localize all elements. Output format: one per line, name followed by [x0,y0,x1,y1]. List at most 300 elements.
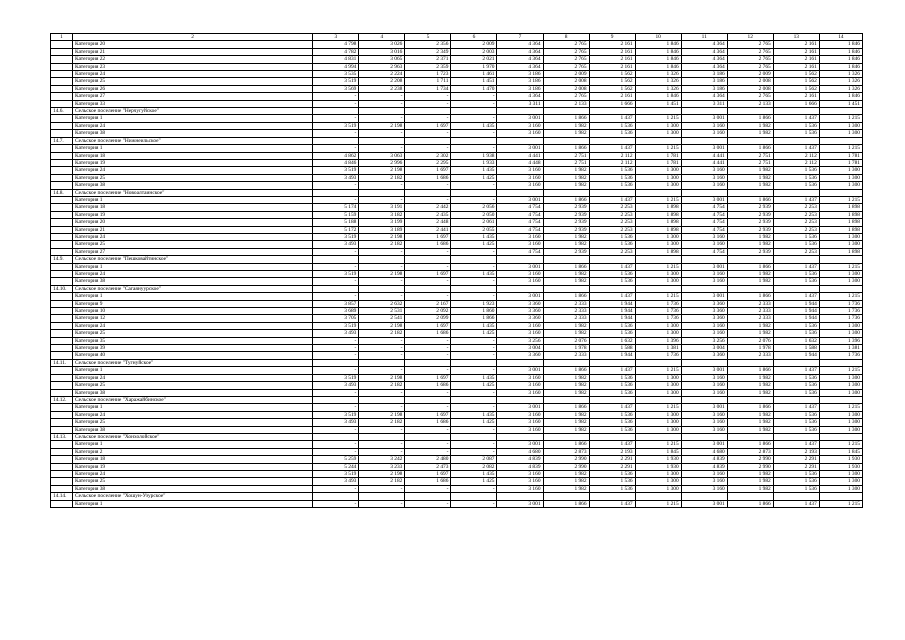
empty-cell [405,359,451,366]
table-row [51,470,863,477]
value-cell-col-10: 1 215 [635,367,681,374]
value-cell-col-10: 1 300 [635,271,681,278]
value-cell-col-14: 1 898 [819,211,862,218]
value-cell-col-6: - [451,248,497,255]
value-cell-col-5: 2 435 [405,211,451,218]
value-cell-col-13: 1 437 [773,196,819,203]
value-cell-col-3: 3 857 [313,300,359,307]
value-cell-col-14: 1 300 [819,470,862,477]
category-name: Категория 40 [73,352,313,359]
value-cell-col-13: 1 536 [773,233,819,240]
value-cell-col-4: - [359,182,405,189]
section-row [51,396,863,403]
category-name: Категория 10 [73,308,313,315]
value-cell-col-12: 1 866 [727,500,773,507]
value-cell-col-5: - [405,389,451,396]
value-cell-col-10: 1 736 [635,352,681,359]
value-cell-col-9: 2 253 [589,204,635,211]
value-cell-col-8: 2 939 [543,219,589,226]
value-cell-col-10: 1 846 [635,93,681,100]
row-number-cell [51,345,73,352]
value-cell-col-6: 1 425 [451,330,497,337]
value-cell-col-13: 1 944 [773,352,819,359]
value-cell-col-11: 4 754 [681,248,727,255]
category-name: Категория 24 [73,233,313,240]
value-cell-col-3: 4 862 [313,152,359,159]
empty-cell [497,433,543,440]
value-cell-col-12: 1 866 [727,263,773,270]
value-cell-col-4: - [359,145,405,152]
value-cell-col-7: 3 001 [497,115,543,122]
value-cell-col-13: 2 291 [773,456,819,463]
value-cell-col-9: 1 536 [589,167,635,174]
empty-cell [313,285,359,292]
value-cell-col-12: 2 990 [727,456,773,463]
value-cell-col-4: 2 224 [359,71,405,78]
header-cell-10: 10 [635,34,681,41]
value-cell-col-7: 4 364 [497,41,543,48]
table-row [51,93,863,100]
section-number: 14.6. [51,108,73,115]
header-cell-5: 5 [405,34,451,41]
value-cell-col-12: 2 765 [727,48,773,55]
value-cell-col-11: 4 839 [681,456,727,463]
value-cell-col-4: 2 182 [359,330,405,337]
value-cell-col-6: 1 470 [451,85,497,92]
value-cell-col-7: 3 001 [497,293,543,300]
empty-cell [635,108,681,115]
row-number-cell [51,315,73,322]
value-cell-col-6: 1 938 [451,152,497,159]
value-cell-col-9: 2 253 [589,226,635,233]
empty-cell [313,189,359,196]
value-cell-col-12: 1 982 [727,241,773,248]
value-cell-col-4: 2 182 [359,419,405,426]
table-row [51,174,863,181]
value-cell-col-13: 1 437 [773,367,819,374]
value-cell-col-10: 1 381 [635,345,681,352]
value-cell-col-13: 2 193 [773,448,819,455]
value-cell-col-13: 2 112 [773,152,819,159]
value-cell-col-6: - [451,263,497,270]
category-name: Категория 20 [73,219,313,226]
row-number-cell [51,293,73,300]
value-cell-col-10: 1 300 [635,330,681,337]
category-name: Категория 25 [73,419,313,426]
value-cell-col-5: 2 092 [405,308,451,315]
value-cell-col-14: 1 215 [819,196,862,203]
value-cell-col-12: 1 982 [727,478,773,485]
value-cell-col-9: 1 536 [589,241,635,248]
value-cell-col-9: 1 437 [589,196,635,203]
empty-cell [727,493,773,500]
value-cell-col-6: 1 461 [451,71,497,78]
table-row [51,315,863,322]
value-cell-col-3: 3 519 [313,470,359,477]
empty-cell [497,189,543,196]
table-header-row [51,34,863,41]
row-number-cell [51,382,73,389]
value-cell-col-9: 1 437 [589,293,635,300]
category-name: Категория 1 [73,293,313,300]
row-number-cell [51,115,73,122]
value-cell-col-12: 1 866 [727,367,773,374]
empty-cell [819,189,862,196]
row-number-cell [51,48,73,55]
section-title: Сельское поселение "Хошун-Узурское" [73,493,313,500]
value-cell-col-5: 2 441 [405,226,451,233]
table-row [51,241,863,248]
value-cell-col-13: 1 562 [773,85,819,92]
value-cell-col-13: 1 536 [773,470,819,477]
value-cell-col-14: 1 736 [819,308,862,315]
empty-cell [543,396,589,403]
value-cell-col-11: 4 364 [681,63,727,70]
category-name: Категория 1 [73,441,313,448]
value-cell-col-8: 2 765 [543,41,589,48]
empty-cell [359,493,405,500]
value-cell-col-12: 2 008 [727,85,773,92]
empty-cell [405,285,451,292]
value-cell-col-8: 1 982 [543,419,589,426]
value-cell-col-3: 5 159 [313,211,359,218]
value-cell-col-12: 2 008 [727,78,773,85]
row-number-cell [51,263,73,270]
value-cell-col-11: 3 160 [681,174,727,181]
value-cell-col-8: 1 982 [543,233,589,240]
table-row [51,48,863,55]
value-cell-col-11: 3 160 [681,271,727,278]
value-cell-col-12: 1 982 [727,233,773,240]
header-cell-11: 11 [681,34,727,41]
category-name: Категория 19 [73,463,313,470]
category-name: Категория 38 [73,389,313,396]
value-cell-col-8: 1 982 [543,130,589,137]
value-cell-col-10: 1 215 [635,263,681,270]
value-cell-col-7: 3 160 [497,485,543,492]
row-number-cell [51,41,73,48]
value-cell-col-14: 1 300 [819,382,862,389]
table-row [51,204,863,211]
row-number-cell [51,271,73,278]
table-row [51,448,863,455]
value-cell-col-4: - [359,115,405,122]
value-cell-col-6: 1 425 [451,174,497,181]
row-number-cell [51,226,73,233]
empty-cell [451,108,497,115]
value-cell-col-11: 3 160 [681,382,727,389]
table-row [51,441,863,448]
category-name: Категория 23 [73,63,313,70]
value-cell-col-8: 1 982 [543,478,589,485]
value-cell-col-6: 1 933 [451,159,497,166]
value-cell-col-4: - [359,248,405,255]
value-cell-col-6: - [451,389,497,396]
empty-cell [543,108,589,115]
value-cell-col-6: 1 866 [451,315,497,322]
value-cell-col-9: 1 944 [589,315,635,322]
value-cell-col-4: - [359,404,405,411]
value-cell-col-4: 2 198 [359,470,405,477]
value-cell-col-3: - [313,448,359,455]
value-cell-col-14: 1 898 [819,248,862,255]
value-cell-col-3: - [313,426,359,433]
value-cell-col-7: 3 160 [497,478,543,485]
category-name: Категория 18 [73,152,313,159]
value-cell-col-7: 4 364 [497,93,543,100]
value-cell-col-8: 2 333 [543,352,589,359]
value-cell-col-9: 2 291 [589,463,635,470]
value-cell-col-4: 3 242 [359,456,405,463]
value-cell-col-4: 2 198 [359,167,405,174]
header-cell-4: 4 [359,34,405,41]
section-number: 14.10. [51,285,73,292]
value-cell-col-7: 4 364 [497,63,543,70]
value-cell-col-11: 3 160 [681,241,727,248]
empty-cell [543,285,589,292]
value-cell-col-3: - [313,293,359,300]
value-cell-col-13: 1 588 [773,345,819,352]
empty-cell [681,285,727,292]
table-row [51,182,863,189]
empty-cell [819,108,862,115]
empty-cell [451,137,497,144]
value-cell-col-10: 1 215 [635,293,681,300]
category-name: Категория 24 [73,470,313,477]
value-cell-col-6: 1 425 [451,478,497,485]
empty-cell [773,256,819,263]
empty-cell [589,285,635,292]
value-cell-col-11: 3 160 [681,233,727,240]
value-cell-col-14: 1 846 [819,48,862,55]
value-cell-col-6: 1 435 [451,411,497,418]
empty-cell [819,256,862,263]
section-row [51,493,863,500]
value-cell-col-10: 1 736 [635,308,681,315]
value-cell-col-13: 1 536 [773,182,819,189]
value-cell-col-11: 3 160 [681,389,727,396]
value-cell-col-4: 2 531 [359,308,405,315]
value-cell-col-3: 3 519 [313,122,359,129]
value-cell-col-8: 1 982 [543,278,589,285]
category-name: Категория 38 [73,485,313,492]
value-cell-col-12: 1 978 [727,345,773,352]
row-number-cell [51,308,73,315]
empty-cell [359,256,405,263]
value-cell-col-6: - [451,337,497,344]
value-cell-col-6: - [451,145,497,152]
value-cell-col-7: 3 160 [497,411,543,418]
row-number-cell [51,211,73,218]
value-cell-col-11: 3 001 [681,196,727,203]
table-row [51,337,863,344]
value-cell-col-10: 1 300 [635,411,681,418]
value-cell-col-9: 1 632 [589,337,635,344]
value-cell-col-9: 1 437 [589,367,635,374]
value-cell-col-9: 1 562 [589,78,635,85]
value-cell-col-10: 1 300 [635,389,681,396]
section-title: Сельское поселение "Новоалтаинское" [73,189,313,196]
table-row [51,478,863,485]
row-number-cell [51,404,73,411]
value-cell-col-9: 1 536 [589,233,635,240]
value-cell-col-13: 1 437 [773,115,819,122]
value-cell-col-3: - [313,115,359,122]
empty-cell [635,256,681,263]
value-cell-col-7: 3 160 [497,470,543,477]
value-cell-col-4: - [359,130,405,137]
value-cell-col-7: 4 839 [497,456,543,463]
value-cell-col-4: - [359,100,405,107]
value-cell-col-8: 1 866 [543,115,589,122]
empty-cell [543,189,589,196]
value-cell-col-3: - [313,100,359,107]
value-cell-col-7: 3 160 [497,182,543,189]
value-cell-col-5: - [405,337,451,344]
value-cell-col-9: 2 291 [589,456,635,463]
value-cell-col-4: 2 238 [359,85,405,92]
value-cell-col-5: - [405,293,451,300]
row-number-cell [51,196,73,203]
value-cell-col-14: 1 215 [819,367,862,374]
value-cell-col-14: 1 846 [819,56,862,63]
category-name: Категория 24 [73,411,313,418]
empty-cell [773,189,819,196]
value-cell-col-3: 4 782 [313,48,359,55]
value-cell-col-7: 4 754 [497,248,543,255]
value-cell-col-14: 1 300 [819,485,862,492]
table-row [51,56,863,63]
value-cell-col-4: 2 208 [359,78,405,85]
value-cell-col-4: 3 016 [359,48,405,55]
value-cell-col-13: 1 437 [773,263,819,270]
section-number: 14.7. [51,137,73,144]
table-row [51,248,863,255]
value-cell-col-7: 3 160 [497,374,543,381]
empty-cell [635,396,681,403]
row-number-cell [51,241,73,248]
row-number-cell [51,352,73,359]
empty-cell [819,359,862,366]
empty-cell [451,396,497,403]
value-cell-col-3: 3 519 [313,411,359,418]
category-name: Категория 20 [73,41,313,48]
value-cell-col-8: 2 939 [543,211,589,218]
value-cell-col-10: 1 215 [635,404,681,411]
value-cell-col-12: 2 333 [727,308,773,315]
value-cell-col-13: 1 536 [773,485,819,492]
value-cell-col-9: 1 437 [589,441,635,448]
value-cell-col-7: 4 448 [497,159,543,166]
value-cell-col-7: 4 754 [497,226,543,233]
value-cell-col-7: 3 160 [497,130,543,137]
value-cell-col-3: 3 519 [313,271,359,278]
category-name: Категория 39 [73,345,313,352]
value-cell-col-13: 1 536 [773,389,819,396]
empty-cell [451,493,497,500]
empty-cell [543,493,589,500]
value-cell-col-8: 1 982 [543,411,589,418]
value-cell-col-12: 2 751 [727,159,773,166]
value-cell-col-5: - [405,100,451,107]
empty-cell [727,189,773,196]
value-cell-col-4: 2 996 [359,159,405,166]
value-cell-col-14: 1 930 [819,456,862,463]
value-cell-col-13: 1 944 [773,308,819,315]
header-cell-3: 3 [313,34,359,41]
value-cell-col-4: 2 963 [359,63,405,70]
empty-cell [727,396,773,403]
value-cell-col-6: 2 056 [451,204,497,211]
value-cell-col-7: 3 311 [497,100,543,107]
value-cell-col-13: 2 253 [773,219,819,226]
empty-cell [405,256,451,263]
value-cell-col-6: - [451,130,497,137]
empty-cell [543,256,589,263]
value-cell-col-12: 2 765 [727,56,773,63]
category-name: Категория 25 [73,478,313,485]
value-cell-col-12: 2 751 [727,152,773,159]
table-row [51,500,863,507]
header-cell-13: 13 [773,34,819,41]
value-cell-col-11: 4 754 [681,226,727,233]
value-cell-col-13: 1 536 [773,330,819,337]
value-cell-col-13: 2 253 [773,248,819,255]
empty-cell [727,137,773,144]
value-cell-col-5: 1 697 [405,470,451,477]
empty-cell [773,137,819,144]
section-number: 14.11. [51,359,73,366]
row-number-cell [51,204,73,211]
value-cell-col-8: 2 939 [543,226,589,233]
value-cell-col-12: 1 866 [727,115,773,122]
value-cell-col-4: 2 198 [359,411,405,418]
table-row [51,330,863,337]
value-cell-col-10: 1 300 [635,478,681,485]
row-number-cell [51,278,73,285]
value-cell-col-3: 3 519 [313,374,359,381]
empty-cell [773,493,819,500]
value-cell-col-3: 5 188 [313,219,359,226]
value-cell-col-10: 1 215 [635,115,681,122]
value-cell-col-9: 1 666 [589,100,635,107]
value-cell-col-5: 1 723 [405,71,451,78]
value-cell-col-11: 3 160 [681,478,727,485]
value-cell-col-10: 1 736 [635,315,681,322]
value-cell-col-4: - [359,485,405,492]
value-cell-col-12: 1 866 [727,404,773,411]
value-cell-col-4: 2 541 [359,315,405,322]
value-cell-col-12: 1 982 [727,470,773,477]
value-cell-col-4: 2 182 [359,241,405,248]
category-name: Категория 1 [73,367,313,374]
tariff-table [50,33,863,508]
value-cell-col-14: 1 781 [819,152,862,159]
category-name: Категория 35 [73,337,313,344]
value-cell-col-4: 2 198 [359,374,405,381]
empty-cell [819,285,862,292]
row-number-cell [51,374,73,381]
table-row [51,196,863,203]
value-cell-col-13: 1 536 [773,167,819,174]
value-cell-col-13: 2 253 [773,211,819,218]
value-cell-col-6: - [451,441,497,448]
category-name: Категория 38 [73,130,313,137]
value-cell-col-3: 3 519 [313,233,359,240]
row-number-cell [51,367,73,374]
value-cell-col-6: 1 425 [451,382,497,389]
value-cell-col-8: 2 751 [543,152,589,159]
